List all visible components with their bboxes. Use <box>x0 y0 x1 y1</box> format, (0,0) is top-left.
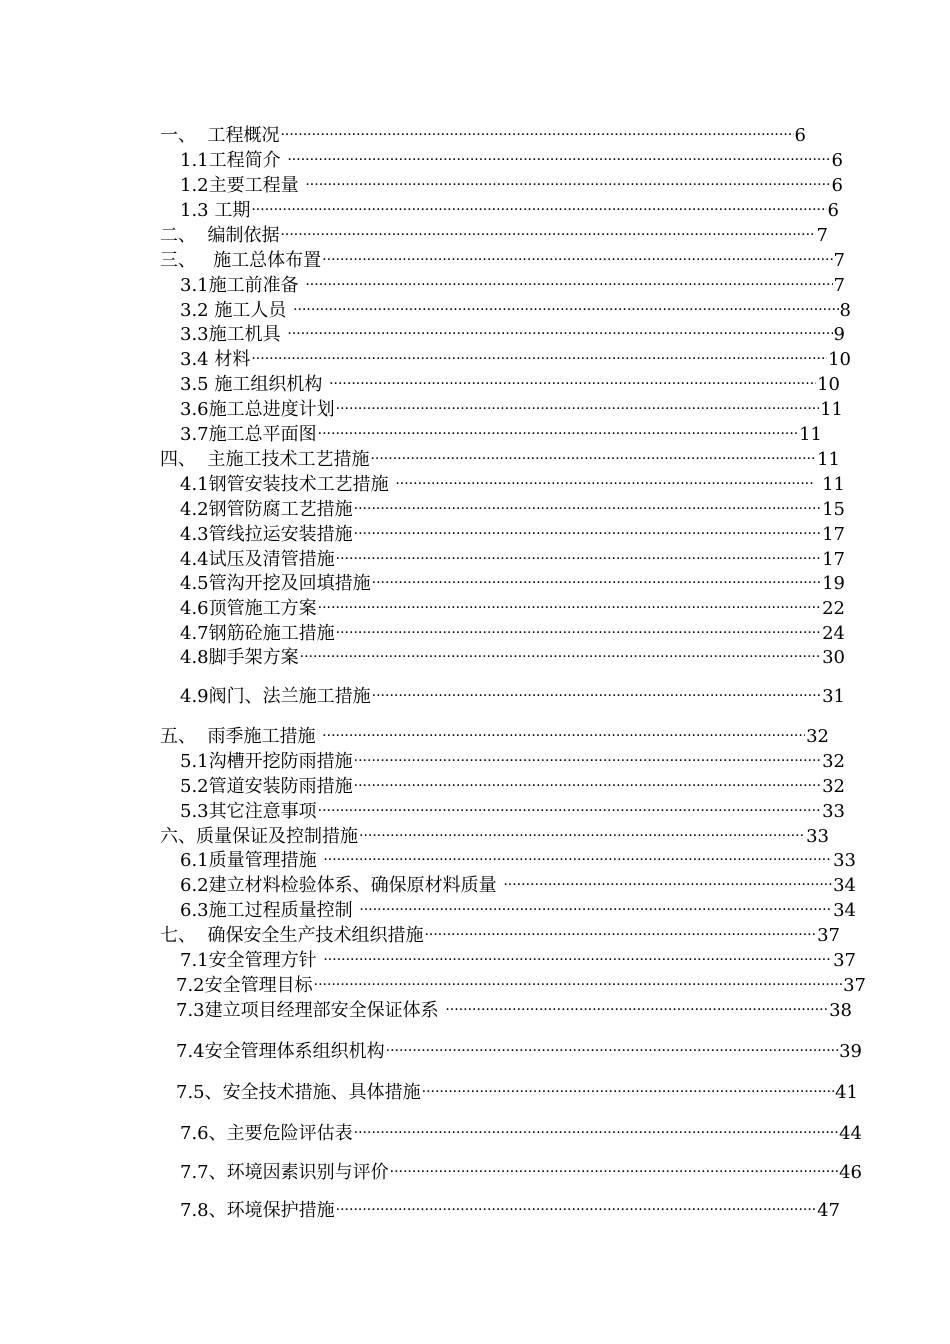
toc-entry[interactable] <box>180 423 822 447</box>
toc-entry-title: 四、 主施工技术工艺措施 <box>160 449 370 470</box>
toc-entry[interactable] <box>180 685 845 709</box>
toc-page-number: 34 <box>833 875 856 896</box>
toc-entry[interactable] <box>180 498 845 522</box>
toc-entry[interactable] <box>180 1199 840 1223</box>
toc-entry-title: 7.2安全管理目标 <box>176 975 313 996</box>
toc-dot-leader <box>318 422 798 446</box>
toc-entry[interactable] <box>180 1122 862 1146</box>
toc-entry-title: 3.4 材料 <box>180 349 251 370</box>
toc-dot-leader <box>251 198 826 222</box>
toc-entry[interactable] <box>180 149 843 173</box>
toc-entry-title: 3.5 施工组织机构 <box>180 374 329 395</box>
toc-entry-title: 3.2 施工人员 <box>180 300 293 321</box>
toc-entry-title: 4.3管线拉运安装措施 <box>180 524 353 545</box>
toc-page-number: 7 <box>816 225 828 246</box>
toc-dot-leader <box>300 645 821 669</box>
toc-page-number: 9 <box>833 324 845 345</box>
toc-entry[interactable] <box>180 299 851 323</box>
toc-entry[interactable] <box>180 597 845 621</box>
toc-entry[interactable] <box>180 548 845 572</box>
toc-entry[interactable] <box>160 725 829 749</box>
toc-entry-title: 七、 确保安全生产技术组织措施 <box>160 925 424 946</box>
toc-dot-leader <box>322 724 805 748</box>
toc-entry-title: 4.2钢管防腐工艺措施 <box>180 499 353 520</box>
toc-entry[interactable] <box>180 348 851 372</box>
toc-entry[interactable] <box>180 1161 862 1185</box>
toc-entry[interactable] <box>180 646 845 670</box>
toc-entry-title: 二、 编制依据 <box>160 225 280 246</box>
toc-page-number: 41 <box>835 1082 858 1103</box>
toc-page-number: 31 <box>822 686 845 707</box>
toc-page-number: 11 <box>817 449 840 470</box>
toc-entry[interactable] <box>160 924 840 948</box>
toc-entry[interactable] <box>180 874 856 898</box>
toc-entry-title: 3.1施工前准备 <box>180 275 305 296</box>
toc-entry-title: 4.1钢管安装技术工艺措施 <box>180 474 395 495</box>
toc-page-number: 30 <box>822 647 845 668</box>
toc-entry-title: 一、 工程概况 <box>160 125 280 146</box>
toc-page-number: 17 <box>822 524 845 545</box>
toc-dot-leader <box>336 1198 816 1222</box>
toc-entry-title: 3.6施工总进度计划 <box>180 399 335 420</box>
toc-entry-title: 7.5、安全技术措施、具体措施 <box>176 1082 421 1103</box>
toc-entry[interactable] <box>180 849 856 873</box>
toc-entry-title: 4.7钢筋砼施工措施 <box>180 623 335 644</box>
toc-page-number: 38 <box>829 1000 852 1021</box>
toc-page-number: 39 <box>839 1041 862 1062</box>
toc-entry[interactable] <box>180 800 845 824</box>
toc-dot-leader <box>372 684 821 708</box>
toc-page-number: 32 <box>806 726 829 747</box>
toc-dot-leader <box>287 322 832 346</box>
toc-dot-leader <box>336 397 819 421</box>
toc-dot-leader <box>280 223 815 247</box>
toc-page-number: 17 <box>822 549 845 570</box>
toc-entry-title: 1.3 工期 <box>180 200 251 221</box>
toc-entry-title: 7.7、环境因素识别与评价 <box>180 1162 389 1183</box>
toc-dot-leader <box>354 1121 838 1145</box>
toc-page-number: 7 <box>833 275 845 296</box>
toc-dot-leader <box>354 522 821 546</box>
toc-entry[interactable] <box>180 750 845 774</box>
toc-page-number: 6 <box>831 175 843 196</box>
toc-page-number: 11 <box>820 399 843 420</box>
toc-entry-title: 6.1质量管理措施 <box>180 850 323 871</box>
toc-page-number: 37 <box>843 975 866 996</box>
toc-entry-title: 1.2主要工程量 <box>180 175 305 196</box>
toc-dot-leader <box>323 948 832 972</box>
toc-page-number: 33 <box>806 826 829 847</box>
toc-entry-title: 7.3建立项目经理部安全保证体系 <box>176 1000 445 1021</box>
toc-page-number: 6 <box>794 125 806 146</box>
toc-entry-title: 五、 雨季施工措施 <box>160 726 322 747</box>
toc-dot-leader <box>318 596 821 620</box>
toc-dot-leader <box>370 447 816 471</box>
toc-dot-leader <box>422 1080 834 1104</box>
toc-dot-leader <box>322 248 832 272</box>
toc-dot-leader <box>314 973 842 997</box>
toc-dot-leader <box>354 749 821 773</box>
toc-page-number: 11 <box>799 424 822 445</box>
toc-entry-title: 6.2建立材料检验体系、确保原材料质量 <box>180 875 503 896</box>
toc-entry[interactable] <box>180 572 845 596</box>
toc-entry-title: 4.6顶管施工方案 <box>180 598 317 619</box>
toc-dot-leader <box>287 148 830 172</box>
toc-dot-leader <box>305 273 832 297</box>
toc-entry[interactable] <box>160 448 840 472</box>
toc-page-number: 19 <box>822 573 845 594</box>
toc-dot-leader <box>280 123 793 147</box>
toc-dot-leader <box>354 497 821 521</box>
toc-page-number: 37 <box>817 925 840 946</box>
toc-page-number: 37 <box>833 950 856 971</box>
toc-entry[interactable] <box>180 199 839 223</box>
toc-entry[interactable] <box>176 974 866 998</box>
toc-entry[interactable] <box>180 473 845 497</box>
toc-entry[interactable] <box>180 775 845 799</box>
toc-entry-title: 4.5管沟开挖及回填措施 <box>180 573 371 594</box>
toc-entry-title: 7.1安全管理方针 <box>180 950 323 971</box>
toc-page-number: 33 <box>833 850 856 871</box>
toc-page-number: 8 <box>839 300 851 321</box>
toc-page-number: 10 <box>828 349 851 370</box>
toc-entry[interactable] <box>160 249 845 273</box>
toc-entry-title: 5.2管道安装防雨措施 <box>180 776 353 797</box>
toc-dot-leader <box>395 472 815 496</box>
toc-dot-leader <box>318 799 821 823</box>
toc-page-number: 24 <box>822 623 845 644</box>
toc-page-number: 32 <box>822 776 845 797</box>
toc-page-number: 6 <box>831 150 843 171</box>
toc-page-number: 22 <box>822 598 845 619</box>
toc-dot-leader <box>424 923 816 947</box>
toc-entry-title: 六、质量保证及控制措施 <box>160 826 358 847</box>
toc-page-number: 46 <box>839 1162 862 1183</box>
toc-page-number: 33 <box>822 801 845 822</box>
toc-dot-leader <box>329 372 816 396</box>
toc-dot-leader <box>293 298 838 322</box>
toc-entry[interactable] <box>176 1040 862 1064</box>
toc-dot-leader <box>354 774 821 798</box>
toc-page-number: 15 <box>822 499 845 520</box>
toc-entry[interactable] <box>160 825 829 849</box>
toc-entry[interactable] <box>180 398 843 422</box>
toc-page-number: 10 <box>817 374 840 395</box>
toc-page-number: 47 <box>817 1200 840 1221</box>
toc-dot-leader <box>386 1039 838 1063</box>
toc-entry[interactable] <box>180 899 856 923</box>
toc-page-number: 34 <box>833 900 856 921</box>
toc-entry[interactable] <box>176 1081 858 1105</box>
toc-dot-leader <box>323 848 832 872</box>
toc-dot-leader <box>251 347 827 371</box>
toc-page-number: 32 <box>822 751 845 772</box>
toc-entry-title: 3.3施工机具 <box>180 324 287 345</box>
toc-entry-title: 7.8、环境保护措施 <box>180 1200 335 1221</box>
toc-entry-title: 6.3施工过程质量控制 <box>180 900 359 921</box>
toc-entry-title: 三、 施工总体布置 <box>160 250 322 271</box>
toc-entry-title: 5.1沟槽开挖防雨措施 <box>180 751 353 772</box>
toc-dot-leader <box>336 547 821 571</box>
toc-page-number: 7 <box>833 250 845 271</box>
toc-dot-leader <box>503 873 832 897</box>
toc-dot-leader <box>305 173 830 197</box>
toc-entry-title: 7.4安全管理体系组织机构 <box>176 1041 385 1062</box>
toc-entry[interactable] <box>176 999 852 1023</box>
toc-page-number: 11 <box>816 474 845 495</box>
toc-page-number: 6 <box>827 200 839 221</box>
toc-entry[interactable] <box>180 174 843 198</box>
toc-entry-title: 5.3其它注意事项 <box>180 801 317 822</box>
toc-entry[interactable] <box>180 274 845 298</box>
toc-dot-leader <box>359 824 805 848</box>
toc-entry[interactable] <box>180 949 856 973</box>
toc-entry-title: 4.8脚手架方案 <box>180 647 299 668</box>
toc-entry[interactable] <box>180 622 845 646</box>
toc-entry[interactable] <box>160 224 828 248</box>
toc-entry-title: 4.4试压及清管措施 <box>180 549 335 570</box>
toc-dot-leader <box>372 571 821 595</box>
toc-entry[interactable] <box>160 124 806 148</box>
toc-entry[interactable] <box>180 373 840 397</box>
toc-entry-title: 3.7施工总平面图 <box>180 424 317 445</box>
toc-entry[interactable] <box>180 523 845 547</box>
toc-dot-leader <box>390 1160 838 1184</box>
toc-dot-leader <box>445 998 828 1022</box>
toc-dot-leader <box>336 621 821 645</box>
toc-page-number: 44 <box>839 1123 862 1144</box>
toc-entry[interactable] <box>180 323 845 347</box>
toc-entry-title: 7.6、主要危险评估表 <box>180 1123 353 1144</box>
toc-dot-leader <box>359 898 832 922</box>
toc-entry-title: 1.1工程简介 <box>180 150 287 171</box>
toc-entry-title: 4.9阀门、法兰施工措施 <box>180 686 371 707</box>
